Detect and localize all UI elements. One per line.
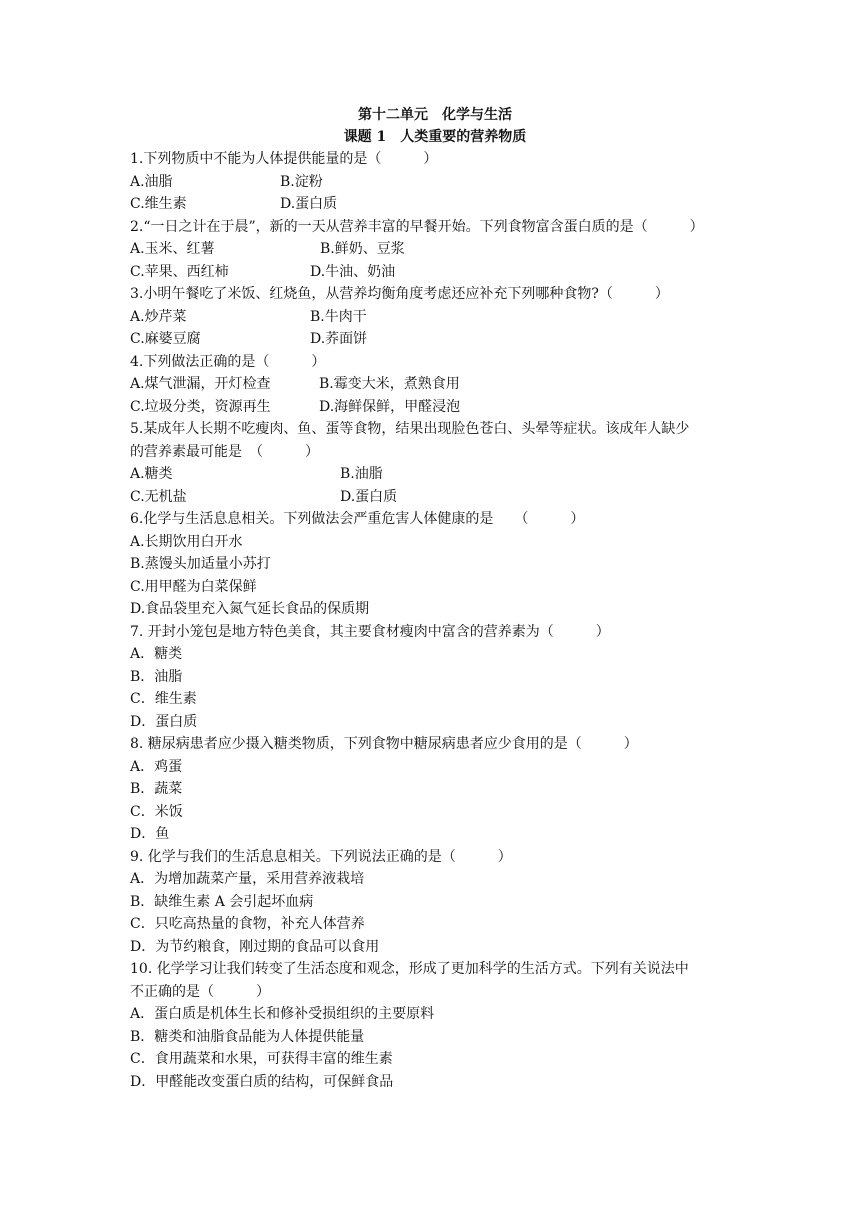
q5-options-cd [130, 486, 740, 509]
q7-stem: 7. 开封小笼包是地方特色美食，其主要食材瘦肉中富含的营养素为（ ） [130, 623, 610, 640]
q10-option-a: A．蛋白质是机体生长和修补受损组织的主要原料 [130, 1006, 435, 1022]
q4-stem: 4.下列做法正确的是（ ） [130, 353, 326, 370]
q10-stem-line1: 10. 化学学习让我们转变了生活态度和观念，形成了更加科学的生活方式。下列有关说法中 [130, 961, 689, 977]
q6-option-a: A.长期饮用白开水 [130, 533, 243, 550]
q7-option-d: D．蛋白质 [130, 713, 198, 730]
q4-option-a: A.煤气泄漏，开灯检查 [130, 376, 271, 392]
q1-options-cd [130, 193, 740, 216]
q6-option-c: C.用甲醛为白菜保鲜 [130, 578, 257, 595]
q10-option-d: D．甲醛能改变蛋白质的结构，可保鲜食品 [130, 1073, 394, 1090]
q6-option-b: B.蒸馒头加适量小苏打 [130, 556, 271, 572]
q2-option-c: C.苹果、西红柿 [130, 263, 229, 280]
q4-option-b: B.霉变大米，煮熟食用 [319, 376, 460, 392]
q6-option-d: D.食品袋里充入氮气延长食品的保质期 [130, 601, 370, 617]
q8-option-a: A．鸡蛋 [130, 758, 183, 775]
worksheet-page [130, 104, 740, 1093]
q7-option-c: C．维生素 [130, 691, 197, 707]
q4-option-d: D.海鲜保鲜，甲醛浸泡 [319, 398, 461, 415]
q2-option-a: A.玉米、红薯 [130, 241, 215, 257]
q9-stem: 9. 化学与我们的生活息息相关。下列说法正确的是（ ） [130, 848, 512, 865]
q3-option-d: D.荞面饼 [310, 331, 368, 347]
q2-option-d: D.牛油、奶油 [310, 263, 396, 280]
q5-stem-line2: 的营养素最可能是 （ ） [130, 443, 319, 460]
q4-option-c: C.垃圾分类，资源再生 [130, 398, 271, 415]
q4-options-cd [130, 396, 740, 419]
q9-option-b: B．缺维生素 A 会引起坏血病 [130, 893, 314, 910]
q9-option-d: D．为节约粮食，刚过期的食品可以食用 [130, 938, 380, 955]
q1-option-a: A.油脂 [130, 173, 173, 190]
q2-options-ab [130, 238, 740, 261]
q7-option-a: A．糖类 [130, 646, 183, 662]
q3-options-cd [130, 328, 740, 351]
q6-stem: 6.化学与生活息息相关。下列做法会严重危害人体健康的是 （ ） [130, 511, 585, 527]
q9-option-c: C．只吃高热量的食物，补充人体营养 [130, 916, 365, 932]
q1-option-b: B.淀粉 [280, 173, 323, 190]
q9-option-a: A．为增加蔬菜产量，采用营养液栽培 [130, 871, 365, 887]
q5-stem-line1: 5.某成年人长期不吃瘦肉、鱼、蛋等食物，结果出现脸色苍白、头晕等症状。该成年人缺少 [130, 421, 690, 437]
q3-stem: 3.小明午餐吃了米饭、红烧鱼，从营养均衡角度考虑还应补充下列哪种食物?（ ） [130, 286, 669, 302]
q8-option-d: D．鱼 [130, 826, 170, 842]
q1-option-d: D.蛋白质 [280, 196, 338, 212]
q3-option-a: A.炒芹菜 [130, 308, 187, 325]
q3-option-c: C.麻婆豆腐 [130, 331, 201, 347]
q1-options-ab [130, 171, 740, 194]
q8-stem: 8. 糖尿病患者应少摄入糖类物质，下列食物中糖尿病患者应少食用的是（ ） [130, 736, 638, 752]
q8-option-b: B．蔬菜 [130, 781, 183, 797]
q1-option-c: C.维生素 [130, 196, 187, 212]
q7-option-b: B．油脂 [130, 668, 183, 685]
q3-option-b: B.牛肉干 [310, 308, 367, 325]
q3-options-ab [130, 306, 740, 329]
q5-options-ab [130, 463, 740, 486]
q4-options-ab [130, 373, 740, 396]
q5-option-c: C.无机盐 [130, 488, 187, 505]
q2-option-b: B.鲜奶、豆浆 [320, 241, 405, 257]
q5-option-a: A.糖类 [130, 466, 173, 482]
q10-option-c: C．食用蔬菜和水果，可获得丰富的维生素 [130, 1051, 393, 1067]
unit-title: 第十二单元 化学与生活 [358, 107, 512, 123]
q5-option-b: B.油脂 [340, 466, 383, 482]
q5-option-d: D.蛋白质 [340, 488, 398, 505]
q10-option-b: B．糖类和油脂食品能为人体提供能量 [130, 1028, 365, 1045]
q2-stem: 2.“一日之计在于晨”，新的一天从营养丰富的早餐开始。下列食物富含蛋白质的是（ ） [130, 218, 704, 235]
q8-option-c: C．米饭 [130, 803, 183, 820]
q2-options-cd [130, 261, 740, 284]
q10-stem-line2: 不正确的是（ ） [130, 983, 270, 1000]
lesson-title: 课题 1 人类重要的营养物质 [343, 129, 527, 145]
q1-stem: 1.下列物质中不能为人体提供能量的是（ ） [130, 151, 438, 167]
